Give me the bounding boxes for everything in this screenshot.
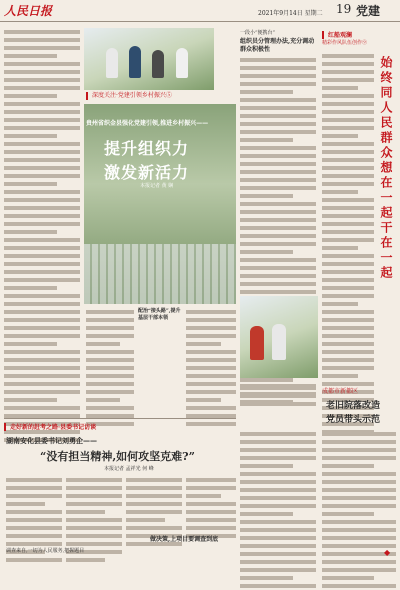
people-figure [129, 46, 141, 78]
bottom-byline: 本报记者 孟祥光 何 峰 [104, 466, 154, 472]
masthead-rule [0, 21, 400, 22]
feature-headline-2: 激发新活力 [104, 163, 190, 182]
sidebar-kicker [322, 30, 352, 39]
bottom-headline: “没有担当精神,如何攻坚克难?” [40, 450, 195, 463]
bottom-subhead: 做决策,上项目要调查到底 [150, 536, 219, 543]
mid-column-heading: 组织员分管理办法,充分调动群众积极性 [240, 38, 315, 53]
people-figure [152, 50, 164, 78]
sidebar-vertical-headline: 始终同人民群众想在一起干在一起 [379, 56, 393, 281]
bottom-dek: 湖南安化县委书记刘勇企—— [6, 436, 97, 445]
right-story-caption [240, 382, 316, 406]
sidebar-subtitle: 精彩作风队伍创作⑨ [322, 40, 368, 46]
feature-headline-1: 提升组织力 [104, 139, 190, 158]
newspaper-logo: 人民日报 [4, 4, 53, 18]
bottom-kicker [4, 422, 96, 431]
right-story-photo [240, 296, 318, 378]
sidebar-text [322, 52, 374, 436]
masthead [0, 0, 400, 22]
right-bottom-text-1 [240, 430, 316, 590]
bottom-section-note: 调查来自,一切为人民服务,把握题目 [6, 548, 85, 554]
left-text-column [4, 28, 80, 444]
feature-dek: 贵州省织金县强化党建引领,推进乡村振兴—— [86, 120, 209, 127]
section-title: 党建 [356, 4, 381, 18]
people-figure [106, 48, 118, 78]
right-bottom-text-2 [322, 430, 396, 590]
page-number: 19 [336, 2, 352, 16]
feature-body-left [86, 308, 134, 428]
right-story-kicker: 成都市新都区 [322, 388, 359, 395]
end-ornament: ◆ [384, 548, 391, 557]
feature-kicker [86, 92, 172, 100]
mid-column-subheading: 一段小“便携台” [240, 30, 276, 36]
feature-body-right [186, 308, 236, 428]
sidebar-kicker-text: 红船观澜 [328, 32, 353, 39]
feature-byline: 本报记者 黄 娴 [140, 183, 174, 189]
section-divider [4, 418, 236, 419]
feature-top-photo [84, 28, 214, 90]
right-story-headline-2: 党员带头示范 [326, 415, 381, 425]
issue-date: 2021年9月14日 星期二 [258, 10, 323, 17]
feature-kicker-text: 深度关注·党建引领乡村振兴⑤ [92, 92, 172, 100]
people-figure [176, 48, 188, 78]
bottom-kicker-text: 走好新的赶考之路·县委书记访谈 [10, 424, 97, 431]
photo-caption: 配治“接头路”,提升基层干部本领 [138, 308, 181, 321]
right-story-headline-1: 老旧院落改造 [326, 401, 381, 411]
bottom-text-col-4 [186, 476, 236, 540]
feature-landscape-photo [84, 104, 236, 304]
